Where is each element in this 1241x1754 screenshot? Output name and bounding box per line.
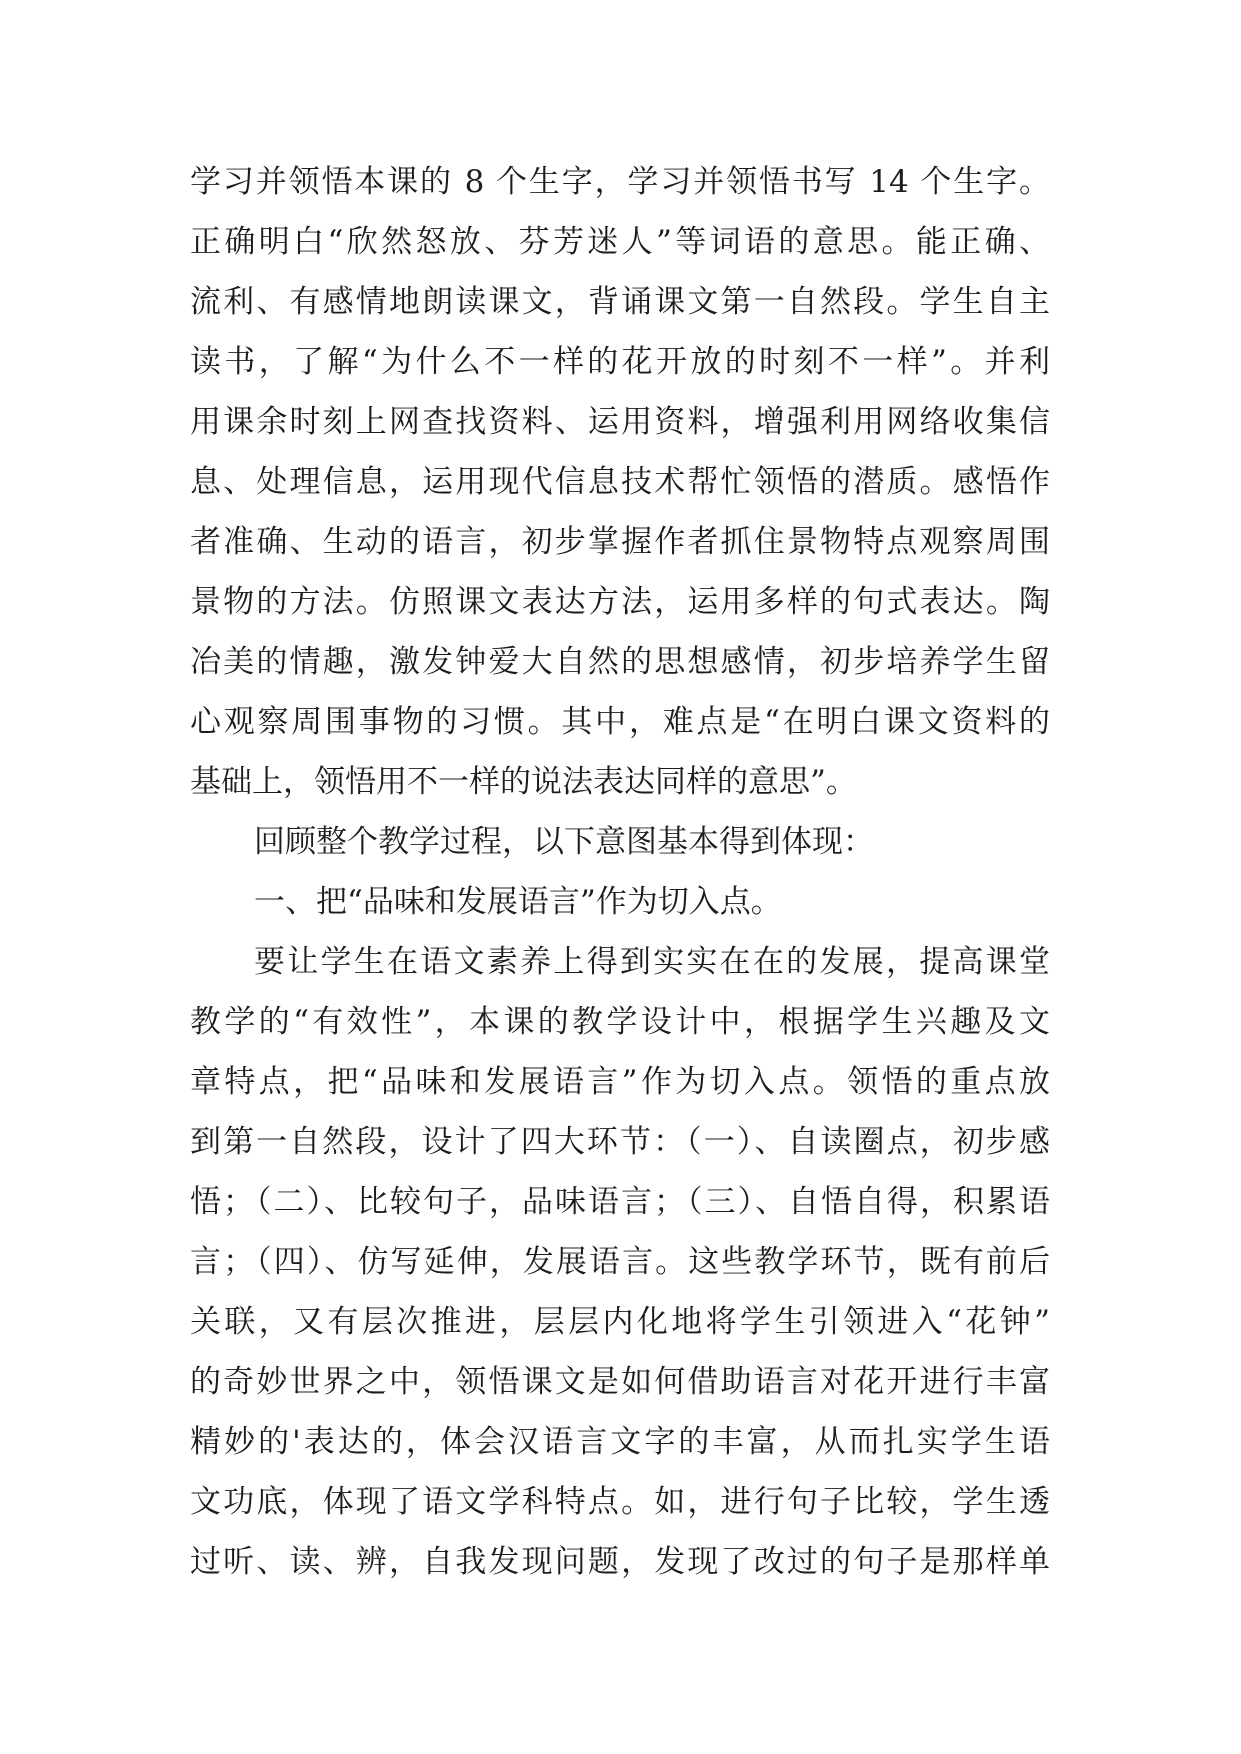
text-line-content: 息、处理信息，运用现代信息技术帮忙领悟的潜质。感悟作 [190,464,1050,500]
text-line [0,692,1241,752]
text-line-content: 的奇妙世界之中，领悟课文是如何借助语言对花开进行丰富 [190,1364,1050,1400]
text-line [0,632,1241,692]
text-line [0,512,1241,572]
text-line-content: 基础上，领悟用不一样的说法表达同样的意思”。 [190,764,857,800]
text-line [0,1292,1241,1352]
text-line-content: 悟；（二）、比较句子，品味语言；（三）、自悟自得，积累语 [190,1184,1050,1220]
text-line [0,932,1241,992]
text-line-content: 教学的“有效性”，本课的教学设计中，根据学生兴趣及文 [190,1004,1050,1040]
text-line-content: 一、把“品味和发展语言”作为切入点。 [254,884,782,920]
text-line-content: 者准确、生动的语言，初步掌握作者抓住景物特点观察周围 [190,524,1050,560]
text-line [0,812,1241,872]
text-line-content: 章特点，把“品味和发展语言”作为切入点。领悟的重点放 [190,1064,1050,1100]
text-line [0,392,1241,452]
text-line [0,1112,1241,1172]
text-line [0,212,1241,272]
text-line [0,572,1241,632]
text-line-content: 文功底，体现了语文学科特点。如，进行句子比较，学生透 [190,1484,1050,1520]
text-line [0,1172,1241,1232]
text-line [0,272,1241,332]
text-line-content: 流利、有感情地朗读课文，背诵课文第一自然段。学生自主 [190,284,1050,320]
text-line [0,452,1241,512]
text-line-content: 景物的方法。仿照课文表达方法，运用多样的句式表达。陶 [190,584,1050,620]
text-line [0,1052,1241,1112]
text-line-content: 正确明白“欣然怒放、芬芳迷人”等词语的意思。能正确、 [190,224,1050,260]
text-line-content: 学习并领悟本课的 8 个生字，学习并领悟书写 14 个生字。 [190,164,1050,200]
text-line [0,1532,1241,1592]
text-line-content: 冶美的情趣，激发钟爱大自然的思想感情，初步培养学生留 [190,644,1050,680]
text-line-content: 过听、读、辨，自我发现问题，发现了改过的句子是那样单 [190,1544,1050,1580]
text-line-content: 到第一自然段，设计了四大环节：（一）、自读圈点，初步感 [190,1124,1050,1160]
text-line [0,1352,1241,1412]
text-line-content: 读书，了解“为什么不一样的花开放的时刻不一样”。并利 [190,344,1050,380]
text-line [0,872,1241,932]
text-line [0,1472,1241,1532]
text-line [0,992,1241,1052]
text-line [0,1232,1241,1292]
text-line-content: 回顾整个教学过程，以下意图基本得到体现： [254,824,874,860]
text-line [0,1412,1241,1472]
text-line-content: 心观察周围事物的习惯。其中，难点是“在明白课文资料的 [190,704,1050,740]
text-line-content: 要让学生在语文素养上得到实实在在的发展，提高课堂 [254,944,1050,980]
text-line [0,152,1241,212]
text-line-content: 关联，又有层次推进，层层内化地将学生引领进入“花钟” [190,1304,1050,1340]
text-line-content: 用课余时刻上网查找资料、运用资料，增强利用网络收集信 [190,404,1050,440]
text-line [0,332,1241,392]
text-line-content: 精妙的'表达的，体会汉语言文字的丰富，从而扎实学生语 [190,1424,1050,1460]
text-line-content: 言；（四）、仿写延伸，发展语言。这些教学环节，既有前后 [190,1244,1050,1280]
text-line [0,752,1241,812]
